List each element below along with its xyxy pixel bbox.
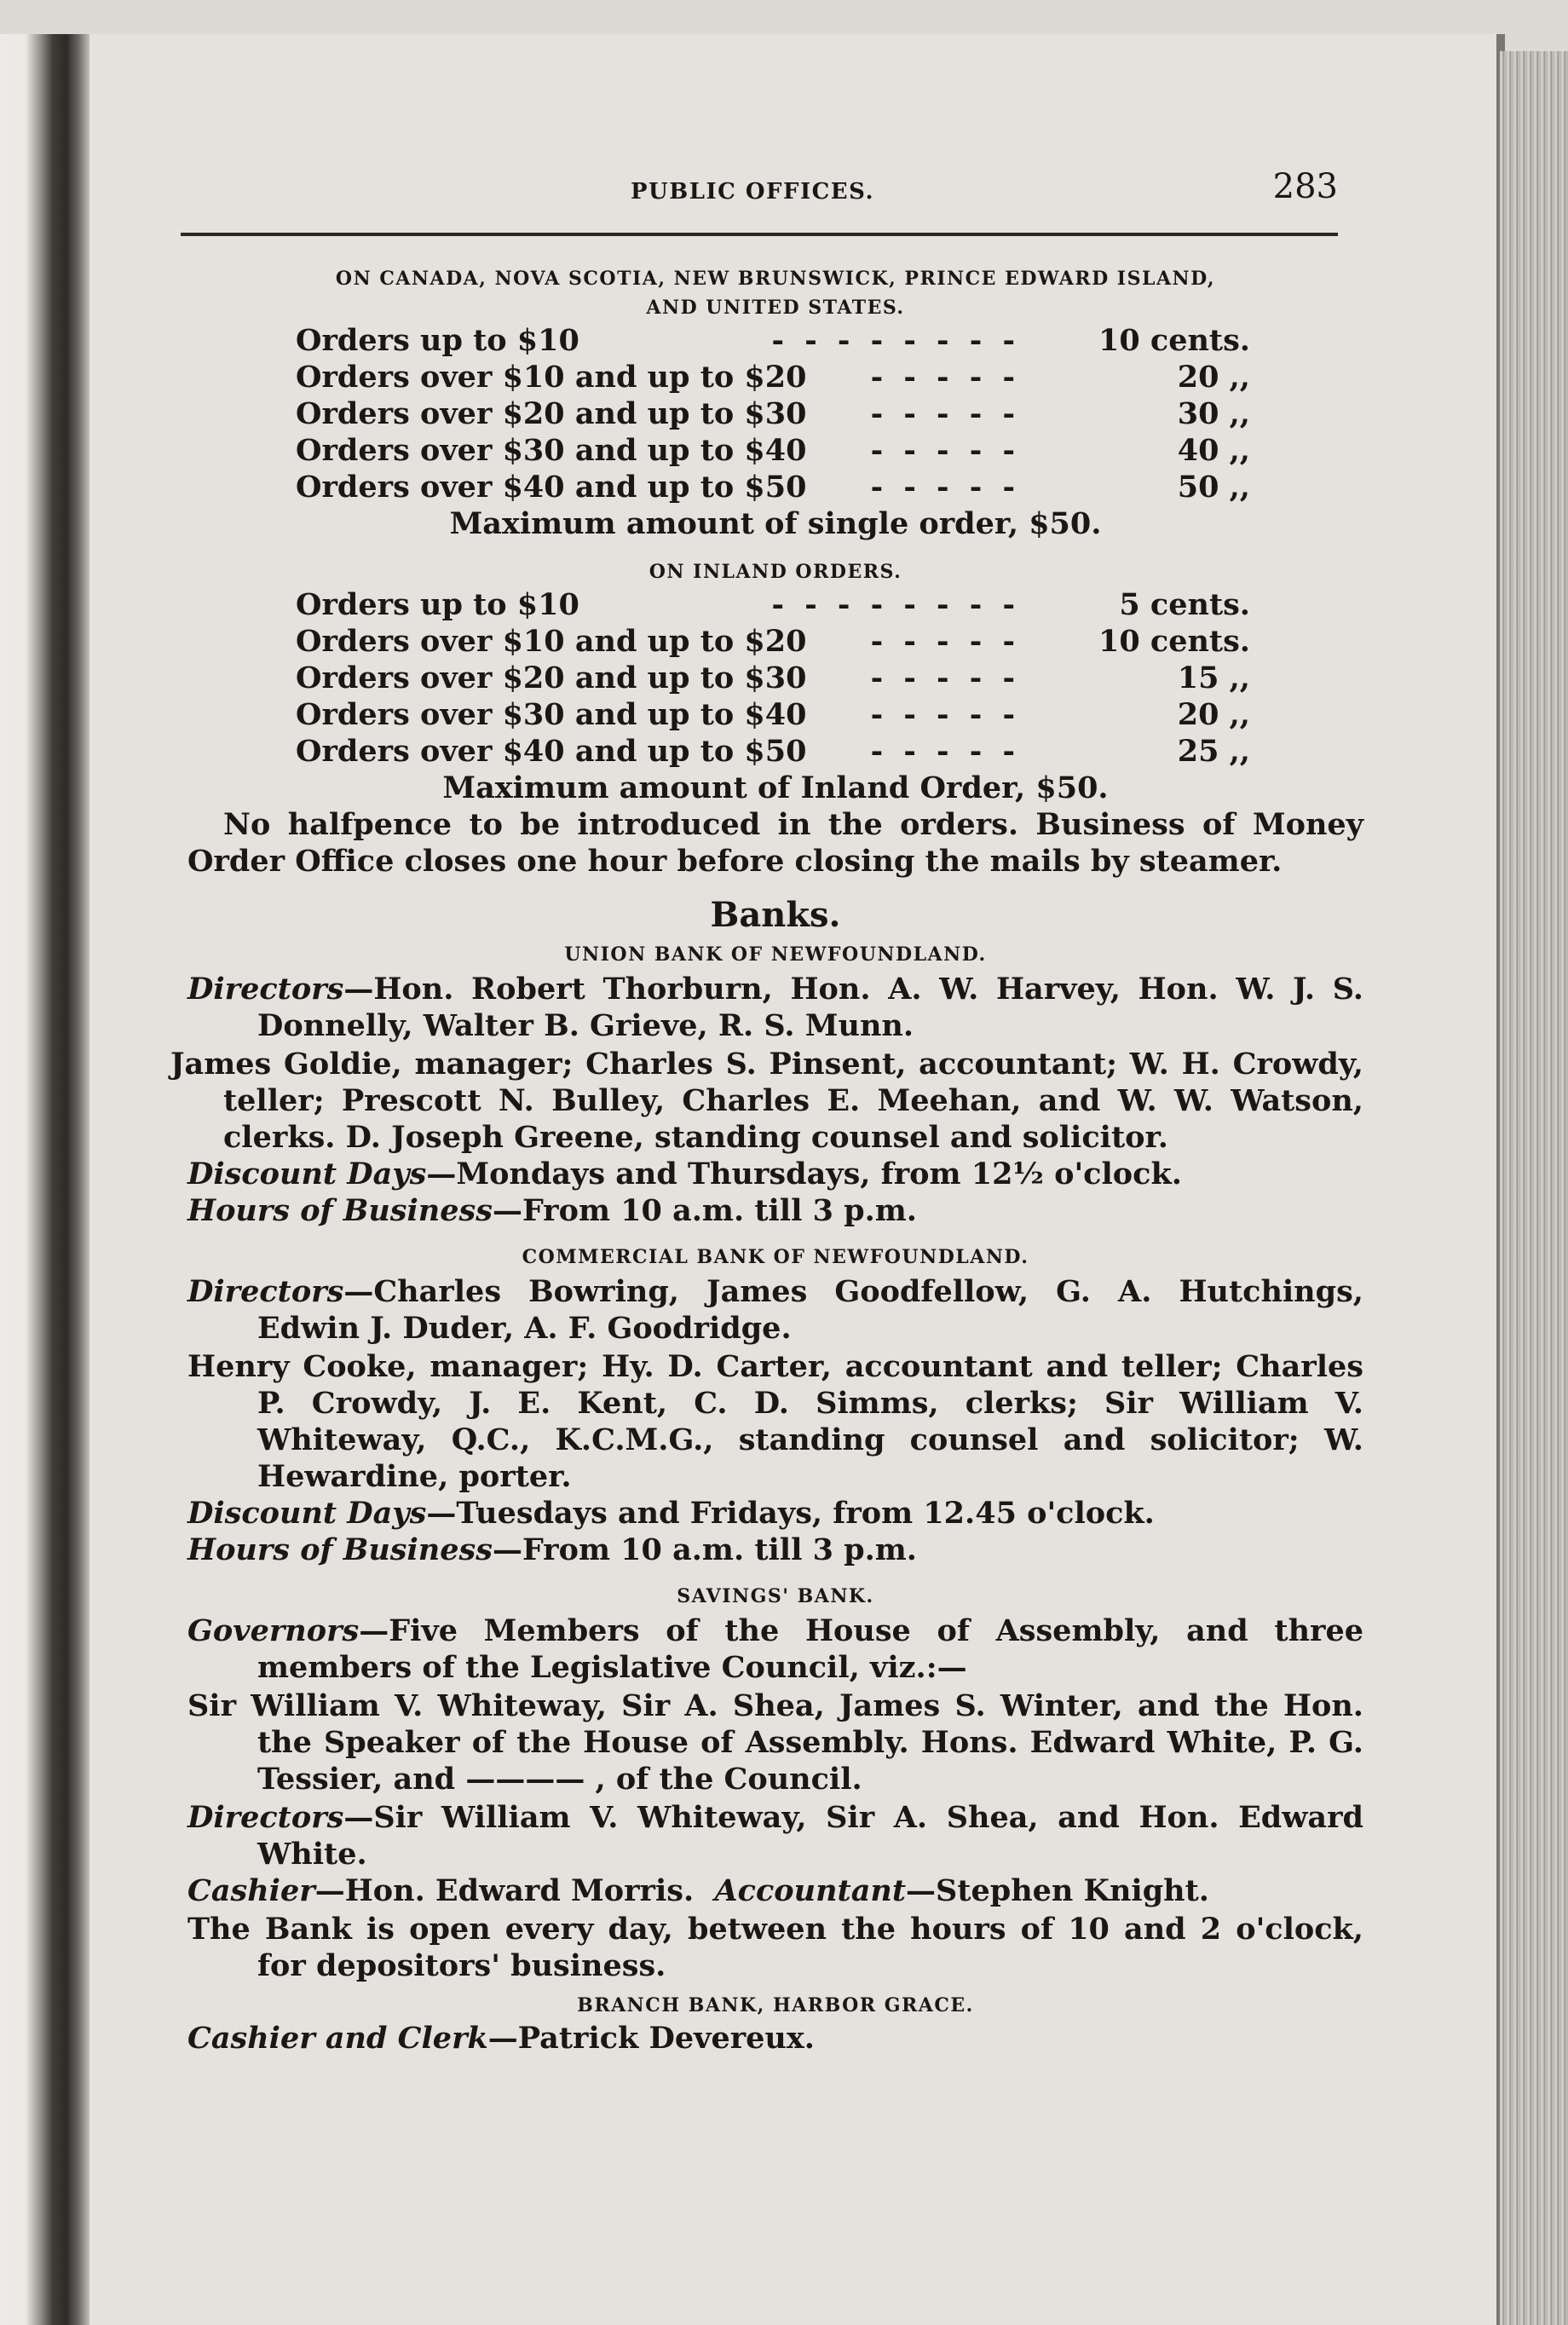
foreign-orders-table xyxy=(187,322,1363,505)
entry-label: Directors xyxy=(187,1274,344,1309)
inland-orders-heading: ON INLAND ORDERS. xyxy=(649,561,902,583)
union-bank-heading: UNION BANK OF NEWFOUNDLAND. xyxy=(564,943,987,966)
rate-amount: 15 ,, xyxy=(1177,661,1250,695)
entry-label: Governors xyxy=(187,1613,360,1648)
entry-label: Directors xyxy=(187,1800,344,1835)
entry-label: Cashier xyxy=(187,1873,315,1908)
commercial-bank-heading: COMMERCIAL BANK OF NEWFOUNDLAND. xyxy=(522,1246,1029,1268)
rate-row xyxy=(296,696,1267,733)
leader-dots: - - - - - xyxy=(870,734,1020,769)
rate-row xyxy=(296,660,1267,696)
foreign-orders-heading-line2: AND UNITED STATES. xyxy=(646,297,905,319)
rate-label: Orders over $10 and up to $20 xyxy=(296,624,807,659)
inland-maximum: Maximum amount of Inland Order, $50. xyxy=(442,770,1109,805)
page-edges xyxy=(1500,51,1568,2325)
leader-dots: - - - - - xyxy=(870,624,1020,659)
rate-amount: 10 cents. xyxy=(1098,323,1250,358)
entry-text: —Stephen Knight. xyxy=(906,1873,1209,1908)
rate-amount: 20 ,, xyxy=(1177,360,1250,395)
rate-label: Orders up to $10 xyxy=(296,323,579,358)
page-header xyxy=(179,167,1338,227)
union-directors xyxy=(187,971,1363,1044)
running-title: PUBLIC OFFICES. xyxy=(631,179,875,205)
rate-amount: 25 ,, xyxy=(1177,734,1250,769)
entry-text: —Hon. Edward Morris. xyxy=(314,1873,695,1908)
rate-label: Orders up to $10 xyxy=(296,587,579,622)
union-hours xyxy=(187,1192,1363,1229)
leader-dots: - - - - - xyxy=(870,697,1020,732)
page-content xyxy=(170,264,1363,2057)
page-number: 283 xyxy=(1272,167,1338,206)
commercial-hours xyxy=(187,1532,1363,1568)
banks-heading: Banks. xyxy=(710,895,841,935)
entry-label: Accountant xyxy=(714,1873,907,1908)
rate-row xyxy=(296,395,1267,432)
union-staff: James Goldie, manager; Charles S. Pinsent, accountant; W. H. Crowdy, teller; Prescott N. Bulley, Charles E. Meehan, and W. W. Watson, clerks. D. Joseph Greene, standing counsel and solicitor. xyxy=(170,1047,1363,1155)
rate-amount: 30 ,, xyxy=(1177,396,1250,431)
rate-amount: 40 ,, xyxy=(1177,433,1250,468)
entry-label: Hours of Business xyxy=(187,1193,493,1228)
entry-label: Hours of Business xyxy=(187,1532,493,1567)
entry-text: —Five Members of the House of Assembly, and three members of the Legislative Council, viz.:— xyxy=(257,1613,1363,1685)
leader-dots: - - - - - xyxy=(870,360,1020,395)
entry-text: —Mondays and Thursdays, from 12½ o'clock. xyxy=(426,1157,1182,1191)
savings-cashier-accountant xyxy=(187,1872,1363,1909)
rate-amount: 50 ,, xyxy=(1177,470,1250,505)
entry-text: —From 10 a.m. till 3 p.m. xyxy=(492,1532,917,1567)
rate-label: Orders over $40 and up to $50 xyxy=(296,734,807,769)
entry-text: —From 10 a.m. till 3 p.m. xyxy=(492,1193,917,1228)
rate-label: Orders over $20 and up to $30 xyxy=(296,661,807,695)
savings-directors xyxy=(187,1799,1363,1872)
rate-label: Orders over $20 and up to $30 xyxy=(296,396,807,431)
savings-members: Sir William V. Whiteway, Sir A. Shea, James S. Winter, and the Hon. the Speaker of the House of Assembly. Hons. Edward White, P. G. Tessier, and ———— , of the Council. xyxy=(187,1688,1363,1797)
leader-dots: - - - - - xyxy=(870,433,1020,468)
leader-dots: - - - - - xyxy=(870,396,1020,431)
leader-dots: - - - - - - - - xyxy=(771,587,1020,622)
entry-text: —Sir William V. Whiteway, Sir A. Shea, and Hon. Edward White. xyxy=(257,1800,1363,1872)
rate-row xyxy=(296,359,1267,395)
entry-label: Discount Days xyxy=(187,1157,427,1191)
rate-label: Orders over $30 and up to $40 xyxy=(296,697,807,732)
rate-row xyxy=(296,733,1267,770)
money-order-note: No halfpence to be introduced in the orders. Business of Money Order Office closes one hour before closing the mails by steamer. xyxy=(187,807,1363,879)
entry-label: Discount Days xyxy=(187,1496,427,1531)
rate-row xyxy=(296,469,1267,505)
rate-amount: 5 cents. xyxy=(1119,587,1250,622)
leader-dots: - - - - - - - - xyxy=(771,323,1020,358)
union-discount-days xyxy=(187,1156,1363,1192)
inland-orders-table xyxy=(187,586,1363,770)
entry-text: —Patrick Devereux. xyxy=(487,2021,815,2056)
foreign-maximum: Maximum amount of single order, $50. xyxy=(449,506,1102,541)
rate-row xyxy=(296,586,1267,623)
rate-amount: 20 ,, xyxy=(1177,697,1250,732)
commercial-directors xyxy=(187,1273,1363,1347)
foreign-orders-heading-line1: ON CANADA, NOVA SCOTIA, NEW BRUNSWICK, PRINCE EDWARD ISLAND, xyxy=(335,268,1216,290)
foreign-orders-heading xyxy=(187,264,1363,322)
commercial-staff: Henry Cooke, manager; Hy. D. Carter, accountant and teller; Charles P. Crowdy, J. E. Kent, C. D. Simms, clerks; Sir William V. Whiteway, Q.C., K.C.M.G., standing counsel and solicitor; W. Hewardine, porter. xyxy=(187,1349,1363,1494)
entry-label: Cashier and Clerk xyxy=(187,2021,488,2056)
commercial-discount-days xyxy=(187,1495,1363,1532)
leader-dots: - - - - - xyxy=(870,661,1020,695)
header-rule xyxy=(181,233,1338,236)
savings-governors xyxy=(187,1612,1363,1686)
rate-amount: 10 cents. xyxy=(1098,624,1250,659)
savings-open-hours: The Bank is open every day, between the hours of 10 and 2 o'clock, for depositors' business. xyxy=(187,1912,1363,1983)
branch-cashier xyxy=(187,2020,1363,2057)
rate-row xyxy=(296,623,1267,660)
book-binding xyxy=(0,34,89,2325)
leader-dots: - - - - - xyxy=(870,470,1020,505)
entry-text: —Tuesdays and Fridays, from 12.45 o'clock. xyxy=(426,1496,1155,1531)
rate-row xyxy=(296,432,1267,469)
entry-label: Directors xyxy=(187,972,344,1007)
entry-text: —Hon. Robert Thorburn, Hon. A. W. Harvey, Hon. W. J. S. Donnelly, Walter B. Grieve, R. S. Munn. xyxy=(257,972,1363,1043)
rate-row xyxy=(296,322,1267,359)
rate-label: Orders over $10 and up to $20 xyxy=(296,360,807,395)
savings-bank-heading: SAVINGS' BANK. xyxy=(677,1585,874,1607)
entry-text: —Charles Bowring, James Goodfellow, G. A. Hutchings, Edwin J. Duder, A. F. Goodridge. xyxy=(257,1274,1363,1346)
rate-label: Orders over $30 and up to $40 xyxy=(296,433,807,468)
rate-label: Orders over $40 and up to $50 xyxy=(296,470,807,505)
branch-bank-heading: BRANCH BANK, HARBOR GRACE. xyxy=(577,1994,974,2016)
